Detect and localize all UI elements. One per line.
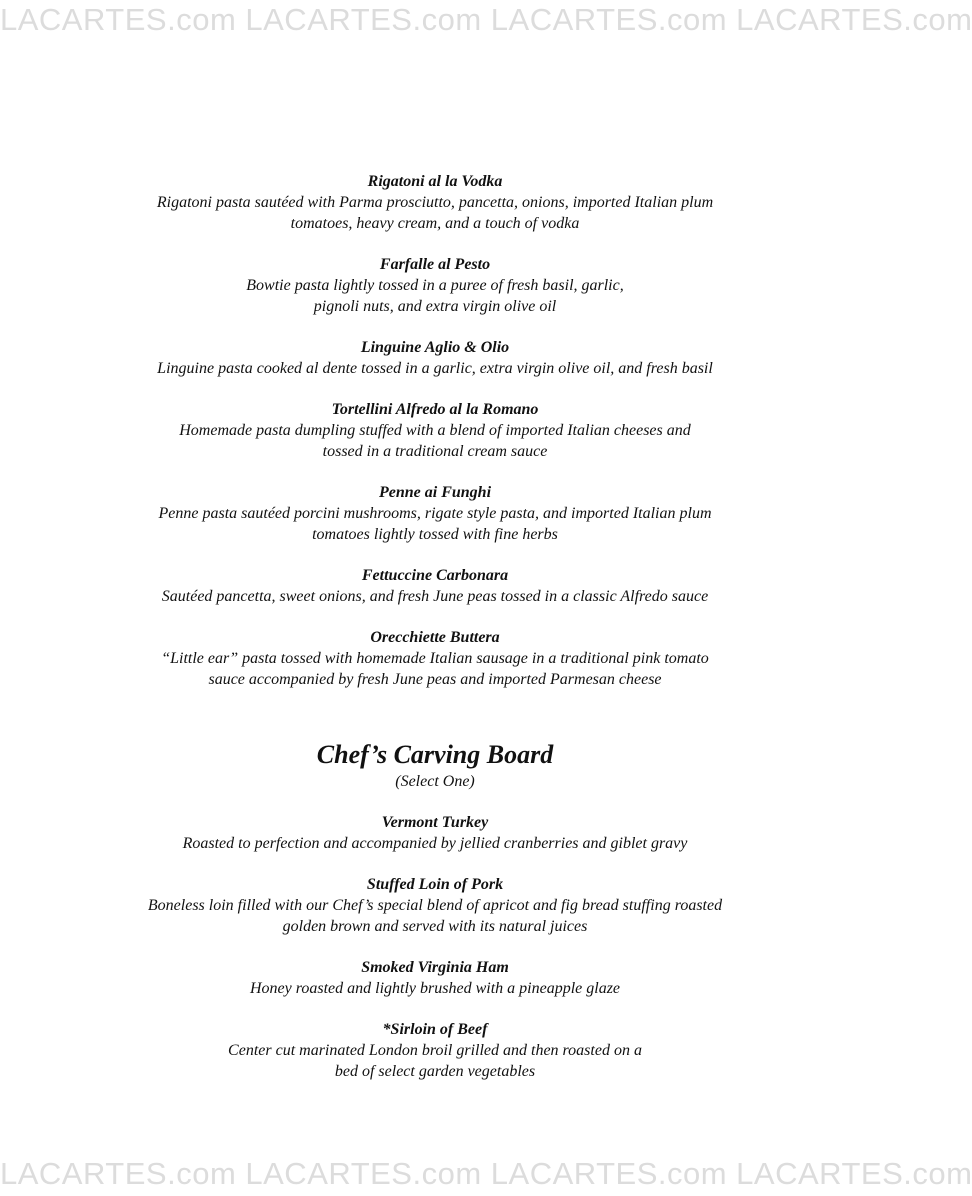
menu-item-name: Stuffed Loin of Pork	[366, 876, 504, 893]
menu-item-farfalle	[0, 254, 870, 317]
menu-item-description-line: Homemade pasta dumpling stuffed with a blend of imported Italian cheeses and	[179, 422, 691, 439]
menu-item-penne	[0, 482, 870, 545]
menu-item-ham	[0, 957, 870, 999]
menu-item-description-line: Sautéed pancetta, sweet onions, and fresh June peas tossed in a classic Alfredo sauce	[161, 588, 709, 605]
menu-item-pork	[0, 874, 870, 937]
watermark-bottom: LACARTES.com LACARTES.com LACARTES.com LACARTES.com	[0, 1156, 972, 1191]
menu-item-description-line: Center cut marinated London broil grilled and then roasted on a	[228, 1042, 642, 1059]
menu-item-description-line: Boneless loin filled with our Chef’s special blend of apricot and fig bread stuffing roasted	[147, 897, 723, 914]
menu-item-description-line: Rigatoni pasta sautéed with Parma prosciutto, pancetta, onions, imported Italian plum	[156, 194, 714, 211]
menu-item-description-line: Bowtie pasta lightly tossed in a puree of fresh basil, garlic,	[246, 277, 624, 294]
menu-item-description-line: bed of select garden vegetables	[334, 1063, 536, 1080]
menu-item-name: Tortellini Alfredo al la Romano	[331, 401, 539, 418]
menu-item-description-line: tomatoes, heavy cream, and a touch of vodka	[290, 215, 580, 232]
menu-item-name: *Sirloin of Beef	[382, 1021, 488, 1038]
menu-item-description-line: Penne pasta sautéed porcini mushrooms, rigate style pasta, and imported Italian plum	[158, 505, 712, 522]
menu-item-name: Farfalle al Pesto	[379, 256, 491, 273]
menu-item-description-line: Linguine pasta cooked al dente tossed in a garlic, extra virgin olive oil, and fresh basil	[157, 360, 713, 377]
menu-item-name: Vermont Turkey	[381, 814, 489, 831]
menu-item-orecchiette	[0, 627, 870, 690]
menu-item-description-line: sauce accompanied by fresh June peas and imported Parmesan cheese	[208, 671, 662, 688]
menu-item-turkey	[0, 812, 870, 854]
menu-item-name: Smoked Virginia Ham	[361, 959, 509, 976]
menu-item-description-line: “Little ear” pasta tossed with homemade Italian sausage in a traditional pink tomato	[161, 650, 709, 667]
menu-item-description-line: tossed in a traditional cream sauce	[322, 443, 548, 460]
menu-item-name: Fettuccine Carbonara	[361, 567, 509, 584]
menu-item-name: Linguine Aglio & Olio	[360, 339, 510, 356]
section-title-carving-board: Chef’s Carving Board	[316, 740, 554, 769]
menu-item-tortellini	[0, 399, 870, 462]
menu-item-description-line: Honey roasted and lightly brushed with a pineapple glaze	[249, 980, 621, 997]
menu-item-name: Penne ai Funghi	[378, 484, 492, 501]
section-subtitle: (Select One)	[395, 773, 475, 790]
menu-item-rigatoni	[0, 171, 870, 234]
menu-item-name: Orecchiette Buttera	[370, 629, 500, 646]
menu-page	[0, 171, 870, 1082]
menu-item-linguine	[0, 337, 870, 379]
menu-item-name: Rigatoni al la Vodka	[367, 173, 503, 190]
menu-item-sirloin	[0, 1019, 870, 1082]
menu-item-description-line: tomatoes lightly tossed with fine herbs	[312, 526, 558, 543]
watermark-top: LACARTES.com LACARTES.com LACARTES.com LACARTES.com	[0, 2, 972, 37]
menu-item-description-line: pignoli nuts, and extra virgin olive oil	[313, 298, 557, 315]
menu-item-description-line: Roasted to perfection and accompanied by jellied cranberries and giblet gravy	[182, 835, 688, 852]
menu-item-fettuccine	[0, 565, 870, 607]
menu-item-description-line: golden brown and served with its natural juices	[282, 918, 588, 935]
